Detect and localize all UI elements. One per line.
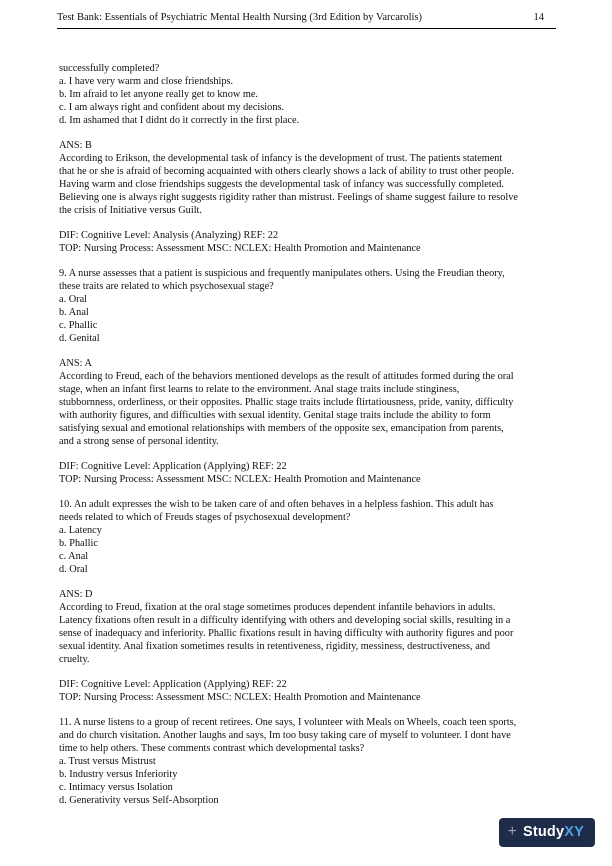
text-line: and do church visitation. Another laughs and says, Im too busy taking care of myself to volunteer. I dont have [59, 730, 511, 741]
header-title: Test Bank: Essentials of Psychiatric Mental Health Nursing (3rd Edition by Varcarolis) [57, 12, 423, 23]
text-line: stage, when an infant first learns to relate to the environment. Anal stage traits include stinginess, [59, 384, 460, 395]
text-line: Believing one is always right suggests rigidity rather than mistrust. Feelings of shame suggest failure to resolve [59, 192, 518, 203]
text-line: c. Anal [59, 551, 89, 562]
text-line: Having warm and close friendships suggests the developmental task of infancy was successfully completed. [59, 179, 504, 190]
text-line: ANS: D [59, 589, 93, 600]
text-line: time to help others. These comments contrast which developmental tasks? [59, 743, 365, 754]
studyxy-logo [499, 818, 595, 847]
logo-study-text: Study [522, 824, 565, 841]
text-line: b. Im afraid to let anyone really get to know me. [59, 89, 259, 100]
text-line: sexual identity. Anal fixation sometimes results in retentiveness, rigidity, messiness, destructiveness, and [59, 641, 491, 652]
text-line: successfully completed? [59, 63, 160, 74]
text-line: According to Erikson, the developmental task of infancy is the development of trust. The patients statement [59, 153, 503, 164]
text-line: DIF: Cognitive Level: Application (Applying) REF: 22 [59, 679, 287, 690]
metadata-10 [59, 678, 559, 704]
text-line: Latency fixations often result in a difficulty identifying with others and developing social skills, resulting in a [59, 615, 511, 626]
text-line: b. Anal [59, 307, 89, 318]
metadata-8 [59, 229, 559, 255]
text-line: d. Im ashamed that I didnt do it correctly in the first place. [59, 115, 300, 126]
text-line: the crisis of Initiative versus Guilt. [59, 205, 202, 216]
text-line: d. Oral [59, 564, 88, 575]
text-line: and a strong sense of personal identity. [59, 436, 219, 447]
text-line: c. Phallic [59, 320, 98, 331]
text-line: d. Genital [59, 333, 100, 344]
text-line: According to Freud, each of the behaviors mentioned develops as the result of attitudes formed during the oral [59, 371, 514, 382]
text-line: with authority figures, and difficulties with sexual identity. Genital stage traits include the ability to form [59, 410, 491, 421]
text-line: 9. A nurse assesses that a patient is suspicious and frequently manipulates others. Using the Freudian theory, [59, 268, 505, 279]
text-line: DIF: Cognitive Level: Analysis (Analyzing) REF: 22 [59, 230, 279, 241]
answer-9-rationale [59, 357, 559, 448]
text-line: sense of inadequacy and inferiority. Phallic fixations result in having difficulty with authority figures and poor [59, 628, 514, 639]
text-line: b. Phallic [59, 538, 98, 549]
page-number: 14 [533, 12, 544, 23]
text-line: satisfying sexual and emotional relationships with members of the opposite sex, emancipation from parents, [59, 423, 504, 434]
text-line: ANS: B [59, 140, 92, 151]
text-line: TOP: Nursing Process: Assessment MSC: NCLEX: Health Promotion and Maintenance [59, 243, 421, 254]
text-line: c. I am always right and confident about my decisions. [59, 102, 285, 113]
text-line: DIF: Cognitive Level: Application (Applying) REF: 22 [59, 461, 287, 472]
question-8-options [59, 62, 559, 127]
question-10 [59, 498, 559, 576]
text-line: a. I have very warm and close friendships. [59, 76, 234, 87]
question-11 [59, 716, 559, 807]
text-line: According to Freud, fixation at the oral stage sometimes produces dependent infantile behaviors in adults. [59, 602, 496, 613]
text-line: 10. An adult expresses the wish to be taken care of and often behaves in a helpless fashion. This adult has [59, 499, 494, 510]
logo-xy-text: XY [564, 824, 584, 841]
text-line: a. Oral [59, 294, 88, 305]
text-line: that he or she is afraid of becoming acquainted with others clearly shows a lack of ability to trust other people. [59, 166, 514, 177]
text-line: ANS: A [59, 358, 92, 369]
text-line: stubbornness, orderliness, or their opposites. Phallic stage traits include flirtatiousness, pride, vanity, difficulty [59, 397, 514, 408]
text-line: b. Industry versus Inferiority [59, 769, 178, 780]
answer-10-rationale [59, 588, 559, 666]
text-line: these traits are related to which psychosexual stage? [59, 281, 274, 292]
text-line: a. Latency [59, 525, 102, 536]
text-line: TOP: Nursing Process: Assessment MSC: NCLEX: Health Promotion and Maintenance [59, 692, 421, 703]
question-9 [59, 267, 559, 345]
page-header [57, 11, 556, 29]
text-line: 11. A nurse listens to a group of recent retirees. One says, I volunteer with Meals on Wheels, coach teen sports, [59, 717, 517, 728]
text-line: c. Intimacy versus Isolation [59, 782, 173, 793]
text-line: cruelty. [59, 654, 90, 665]
text-line: needs related to which of Freuds stages of psychosexual development? [59, 512, 351, 523]
text-line: a. Trust versus Mistrust [59, 756, 156, 767]
plus-icon: + [507, 822, 517, 840]
document-body [59, 62, 559, 819]
text-line: d. Generativity versus Self-Absorption [59, 795, 219, 806]
logo-text [523, 825, 584, 840]
metadata-9 [59, 460, 559, 486]
answer-8-rationale [59, 139, 559, 217]
text-line: TOP: Nursing Process: Assessment MSC: NCLEX: Health Promotion and Maintenance [59, 474, 421, 485]
